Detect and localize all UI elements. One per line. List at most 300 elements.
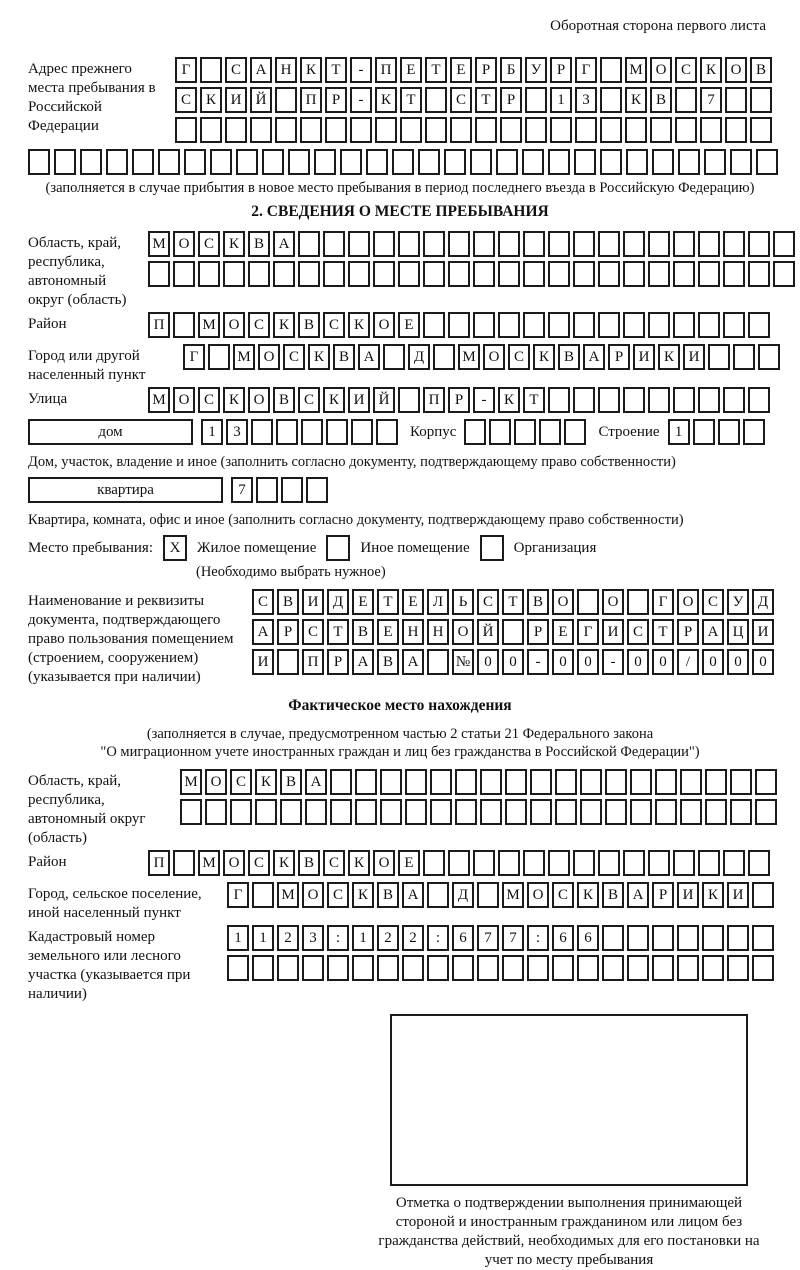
char-cell: [423, 261, 445, 287]
char-cell-row: [148, 312, 772, 338]
char-cell: :: [527, 925, 549, 951]
district-row: [28, 312, 772, 342]
char-cell: [693, 419, 715, 445]
char-cell: [448, 312, 470, 338]
char-cell: [655, 769, 677, 795]
char-cell: В: [602, 882, 624, 908]
char-cell: [573, 261, 595, 287]
char-cell: [652, 149, 674, 175]
char-cell: [236, 149, 258, 175]
char-cell: М: [180, 769, 202, 795]
street-label: Улица: [28, 391, 68, 407]
char-cell: В: [650, 87, 672, 113]
char-cell: [273, 261, 295, 287]
char-cell: [755, 799, 777, 825]
char-cell: [373, 261, 395, 287]
prev-address-label: Адрес прежнего места пребывания в Российской Федерации: [28, 61, 156, 134]
char-cell: [489, 419, 511, 445]
char-cell: [602, 955, 624, 981]
char-cell: [173, 850, 195, 876]
char-cell: [626, 149, 648, 175]
actual-region-label: Область, край, республика, автономный округ (область): [28, 773, 146, 846]
char-cell: [425, 117, 447, 143]
char-cell: [677, 955, 699, 981]
char-cell: [698, 850, 720, 876]
actual-city-label: Город, сельское поселение, иной населенный пункт: [28, 886, 202, 921]
char-cell: Н: [427, 619, 449, 645]
char-cell: А: [402, 882, 424, 908]
char-cell: [600, 117, 622, 143]
char-cell: А: [627, 882, 649, 908]
char-cell: М: [233, 344, 255, 370]
char-cell: [704, 149, 726, 175]
char-cell: 0: [502, 649, 524, 675]
char-cell: И: [602, 619, 624, 645]
char-cell: У: [727, 589, 749, 615]
char-cell: [405, 799, 427, 825]
char-cell: [158, 149, 180, 175]
char-cell: [302, 955, 324, 981]
char-cell: К: [498, 387, 520, 413]
char-cell: [423, 312, 445, 338]
char-cell: Е: [377, 619, 399, 645]
char-cell: О: [373, 850, 395, 876]
char-cell: [373, 231, 395, 257]
region-grid: [148, 231, 772, 291]
char-cell: 1: [668, 419, 690, 445]
char-cell: [352, 955, 374, 981]
char-cell: 7: [477, 925, 499, 951]
char-cell: [277, 955, 299, 981]
char-cell: [250, 117, 272, 143]
char-cell: Л: [427, 589, 449, 615]
char-cell: 7: [231, 477, 253, 503]
char-cell: [702, 955, 724, 981]
char-cell: [550, 117, 572, 143]
char-cell: [548, 231, 570, 257]
char-cell: [500, 117, 522, 143]
char-cell: Е: [552, 619, 574, 645]
char-cell-row: [227, 925, 772, 951]
char-cell: С: [323, 850, 345, 876]
char-cell: [673, 312, 695, 338]
char-cell: Д: [327, 589, 349, 615]
char-cell: П: [423, 387, 445, 413]
char-cell: [625, 117, 647, 143]
char-cell: Т: [475, 87, 497, 113]
char-cell: :: [327, 925, 349, 951]
char-cell: В: [377, 649, 399, 675]
char-cell: К: [308, 344, 330, 370]
house-number-cells: [201, 419, 398, 445]
char-cell: [605, 769, 627, 795]
char-cell: [255, 799, 277, 825]
char-cell: [477, 882, 499, 908]
char-cell: [430, 799, 452, 825]
char-cell: [305, 799, 327, 825]
char-cell: [514, 419, 536, 445]
char-cell: [723, 261, 745, 287]
char-cell: [573, 387, 595, 413]
char-cell: [323, 261, 345, 287]
char-cell: А: [252, 619, 274, 645]
char-cell: С: [450, 87, 472, 113]
house-box-label: дом: [28, 419, 193, 445]
char-cell: [730, 799, 752, 825]
char-cell: [748, 312, 770, 338]
char-cell: [430, 769, 452, 795]
char-cell: Г: [652, 589, 674, 615]
char-cell: №: [452, 649, 474, 675]
char-cell: [564, 419, 586, 445]
char-cell: [648, 231, 670, 257]
stay-type-checkbox-other-premises: [326, 535, 350, 561]
char-cell: [300, 117, 322, 143]
char-cell: [398, 261, 420, 287]
char-cell: [325, 117, 347, 143]
char-cell: [473, 261, 495, 287]
char-cell: [330, 799, 352, 825]
char-cell: [418, 149, 440, 175]
char-cell: П: [300, 87, 322, 113]
char-cell: О: [677, 589, 699, 615]
char-cell: [376, 419, 398, 445]
char-cell: [725, 87, 747, 113]
char-cell: М: [198, 312, 220, 338]
char-cell: Т: [502, 589, 524, 615]
actual-district-row: [28, 850, 772, 880]
char-cell: [698, 231, 720, 257]
char-cell: [392, 149, 414, 175]
char-cell: С: [627, 619, 649, 645]
char-cell: [477, 955, 499, 981]
char-cell: [675, 117, 697, 143]
char-cell-row: [180, 799, 772, 825]
char-cell: [652, 925, 674, 951]
char-cell: [748, 387, 770, 413]
char-cell: [330, 769, 352, 795]
char-cell: [602, 925, 624, 951]
char-cell: [256, 477, 278, 503]
char-cell: [530, 769, 552, 795]
char-cell: [575, 117, 597, 143]
char-cell: О: [173, 387, 195, 413]
char-cell: 3: [575, 87, 597, 113]
char-cell: С: [327, 882, 349, 908]
char-cell: [623, 312, 645, 338]
char-cell: [673, 850, 695, 876]
char-cell: [527, 955, 549, 981]
char-cell: [652, 955, 674, 981]
char-cell: [205, 799, 227, 825]
char-cell: [750, 87, 772, 113]
char-cell: [184, 149, 206, 175]
char-cell: Р: [448, 387, 470, 413]
actual-region-grid: [180, 769, 772, 829]
char-cell: [54, 149, 76, 175]
char-cell: К: [658, 344, 680, 370]
char-cell: /: [677, 649, 699, 675]
char-cell: Е: [400, 57, 422, 83]
char-cell: Р: [527, 619, 549, 645]
char-cell: О: [248, 387, 270, 413]
char-cell: Е: [352, 589, 374, 615]
char-cell: П: [148, 850, 170, 876]
char-cell: [574, 149, 596, 175]
char-cell: [400, 117, 422, 143]
char-cell: [598, 261, 620, 287]
char-cell: [498, 231, 520, 257]
char-cell: [505, 799, 527, 825]
char-cell: [580, 769, 602, 795]
char-cell: [630, 769, 652, 795]
region-label: Область, край, республика, автономный округ (область): [28, 235, 127, 308]
char-cell: О: [527, 882, 549, 908]
char-cell: М: [148, 231, 170, 257]
char-cell: Н: [275, 57, 297, 83]
char-cell: [748, 231, 770, 257]
char-cell: [173, 261, 195, 287]
char-cell: Т: [652, 619, 674, 645]
char-cell: М: [198, 850, 220, 876]
char-cell: С: [225, 57, 247, 83]
char-cell: 3: [302, 925, 324, 951]
char-cell: Й: [250, 87, 272, 113]
actual-city-grid: [227, 882, 772, 912]
char-cell: [148, 261, 170, 287]
street-grid: [148, 387, 772, 417]
char-cell: Р: [608, 344, 630, 370]
char-cell: [375, 117, 397, 143]
char-cell: [502, 619, 524, 645]
prev-address-grid: [175, 57, 772, 147]
char-cell: [348, 231, 370, 257]
char-cell: Г: [183, 344, 205, 370]
char-cell: А: [402, 649, 424, 675]
char-cell: [314, 149, 336, 175]
char-cell-row: [180, 769, 772, 795]
char-cell: 1: [227, 925, 249, 951]
char-cell: 0: [477, 649, 499, 675]
char-cell: Д: [452, 882, 474, 908]
street-row: [28, 387, 772, 417]
city-label: Город или другой населенный пункт: [28, 348, 146, 383]
char-cell: [251, 419, 273, 445]
char-cell: [627, 955, 649, 981]
char-cell: [28, 149, 50, 175]
char-cell: [475, 117, 497, 143]
char-cell: М: [458, 344, 480, 370]
char-cell: [348, 261, 370, 287]
char-cell: -: [350, 57, 372, 83]
char-cell: [498, 312, 520, 338]
char-cell: Т: [400, 87, 422, 113]
char-cell: [530, 799, 552, 825]
char-cell: С: [477, 589, 499, 615]
char-cell: [523, 231, 545, 257]
char-cell: В: [248, 231, 270, 257]
char-cell: [723, 850, 745, 876]
char-cell: С: [175, 87, 197, 113]
char-cell: 0: [702, 649, 724, 675]
char-cell: [548, 261, 570, 287]
char-cell: [675, 87, 697, 113]
char-cell: [605, 799, 627, 825]
char-cell: [577, 955, 599, 981]
cadastral-label: Кадастровый номер земельного или лесного участка (указывается при наличии): [28, 929, 191, 1002]
char-cell: [448, 850, 470, 876]
stay-type-option-residential-label: Жилое помещение: [197, 539, 317, 556]
char-cell: [175, 117, 197, 143]
stay-type-checkbox-residential: X: [163, 535, 187, 561]
char-cell: [752, 955, 774, 981]
char-cell: С: [302, 619, 324, 645]
char-cell: С: [198, 231, 220, 257]
char-cell: [455, 799, 477, 825]
char-cell: 2: [377, 925, 399, 951]
char-cell: В: [298, 850, 320, 876]
char-cell: [377, 955, 399, 981]
char-cell: О: [223, 312, 245, 338]
char-cell: [598, 850, 620, 876]
stay-type-checkbox-organization: [480, 535, 504, 561]
char-cell: [598, 387, 620, 413]
city-grid: [183, 344, 772, 374]
char-cell: [80, 149, 102, 175]
char-cell: [427, 649, 449, 675]
char-cell: М: [277, 882, 299, 908]
stay-type-option-other-premises-label: Иное помещение: [360, 539, 470, 556]
char-cell: [773, 261, 795, 287]
char-cell: К: [323, 387, 345, 413]
char-cell: 1: [550, 87, 572, 113]
char-cell: [743, 419, 765, 445]
char-cell: 0: [577, 649, 599, 675]
char-cell: К: [273, 850, 295, 876]
char-cell: 0: [627, 649, 649, 675]
char-cell: С: [702, 589, 724, 615]
char-cell: [275, 87, 297, 113]
char-cell: [723, 231, 745, 257]
char-cell: [580, 799, 602, 825]
char-cell: [402, 955, 424, 981]
char-cell: [758, 344, 780, 370]
char-cell-row: [183, 344, 772, 370]
city-row: [28, 344, 772, 385]
apartment-cells: [231, 477, 328, 503]
apartment-row: [28, 477, 772, 507]
char-cell: О: [725, 57, 747, 83]
char-cell: [323, 231, 345, 257]
char-cell: [281, 477, 303, 503]
char-cell: [648, 850, 670, 876]
char-cell: [773, 231, 795, 257]
prev-address-row: [28, 57, 772, 147]
char-cell: И: [633, 344, 655, 370]
char-cell: [680, 769, 702, 795]
char-cell-row: [252, 589, 772, 615]
char-cell: Г: [577, 619, 599, 645]
char-cell: И: [752, 619, 774, 645]
char-cell: [677, 925, 699, 951]
char-cell: К: [577, 882, 599, 908]
char-cell: О: [223, 850, 245, 876]
char-cell: С: [552, 882, 574, 908]
confirmation-block: [366, 1014, 772, 1270]
char-cell-row: [227, 955, 772, 981]
char-cell: [423, 231, 445, 257]
char-cell: И: [677, 882, 699, 908]
korpus-label: Корпус: [410, 424, 457, 440]
char-cell-row: [148, 387, 772, 413]
char-cell: 0: [652, 649, 674, 675]
char-cell: 6: [452, 925, 474, 951]
char-cell: [648, 261, 670, 287]
char-cell: И: [302, 589, 324, 615]
char-cell: [448, 231, 470, 257]
char-cell: [725, 117, 747, 143]
char-cell: О: [552, 589, 574, 615]
char-cell: А: [702, 619, 724, 645]
char-cell: К: [625, 87, 647, 113]
char-cell: [464, 419, 486, 445]
char-cell: У: [525, 57, 547, 83]
document-grid: [252, 589, 772, 679]
char-cell: [678, 149, 700, 175]
char-cell-row: [175, 117, 772, 143]
char-cell: [252, 955, 274, 981]
char-cell: О: [650, 57, 672, 83]
char-cell: [623, 850, 645, 876]
char-cell: [351, 419, 373, 445]
char-cell: 1: [201, 419, 223, 445]
char-cell: [748, 850, 770, 876]
char-cell-row: [148, 850, 772, 876]
char-cell: Б: [500, 57, 522, 83]
char-cell: 2: [277, 925, 299, 951]
char-cell: [523, 850, 545, 876]
char-cell: [366, 149, 388, 175]
char-cell: О: [373, 312, 395, 338]
char-cell: 3: [226, 419, 248, 445]
char-cell: [106, 149, 128, 175]
char-cell: И: [252, 649, 274, 675]
char-cell: [600, 57, 622, 83]
char-cell: Г: [227, 882, 249, 908]
char-cell: :: [427, 925, 449, 951]
char-cell: В: [750, 57, 772, 83]
document-label: Наименование и реквизиты документа, подтверждающего право пользования помещением (строением, сооружением) (указывается при наличии): [28, 593, 234, 685]
char-cell: [452, 955, 474, 981]
char-cell: М: [625, 57, 647, 83]
char-cell: К: [348, 312, 370, 338]
char-cell: [427, 882, 449, 908]
char-cell: [730, 149, 752, 175]
char-cell: О: [205, 769, 227, 795]
char-cell: К: [300, 57, 322, 83]
char-cell: [480, 769, 502, 795]
char-cell: Р: [475, 57, 497, 83]
char-cell-row: [148, 231, 772, 257]
char-cell: [276, 419, 298, 445]
char-cell: [673, 387, 695, 413]
stay-type-option-organization-label: Организация: [513, 539, 597, 556]
char-cell: А: [273, 231, 295, 257]
char-cell: К: [375, 87, 397, 113]
char-cell: [298, 261, 320, 287]
char-cell: [655, 799, 677, 825]
char-cell: [223, 261, 245, 287]
